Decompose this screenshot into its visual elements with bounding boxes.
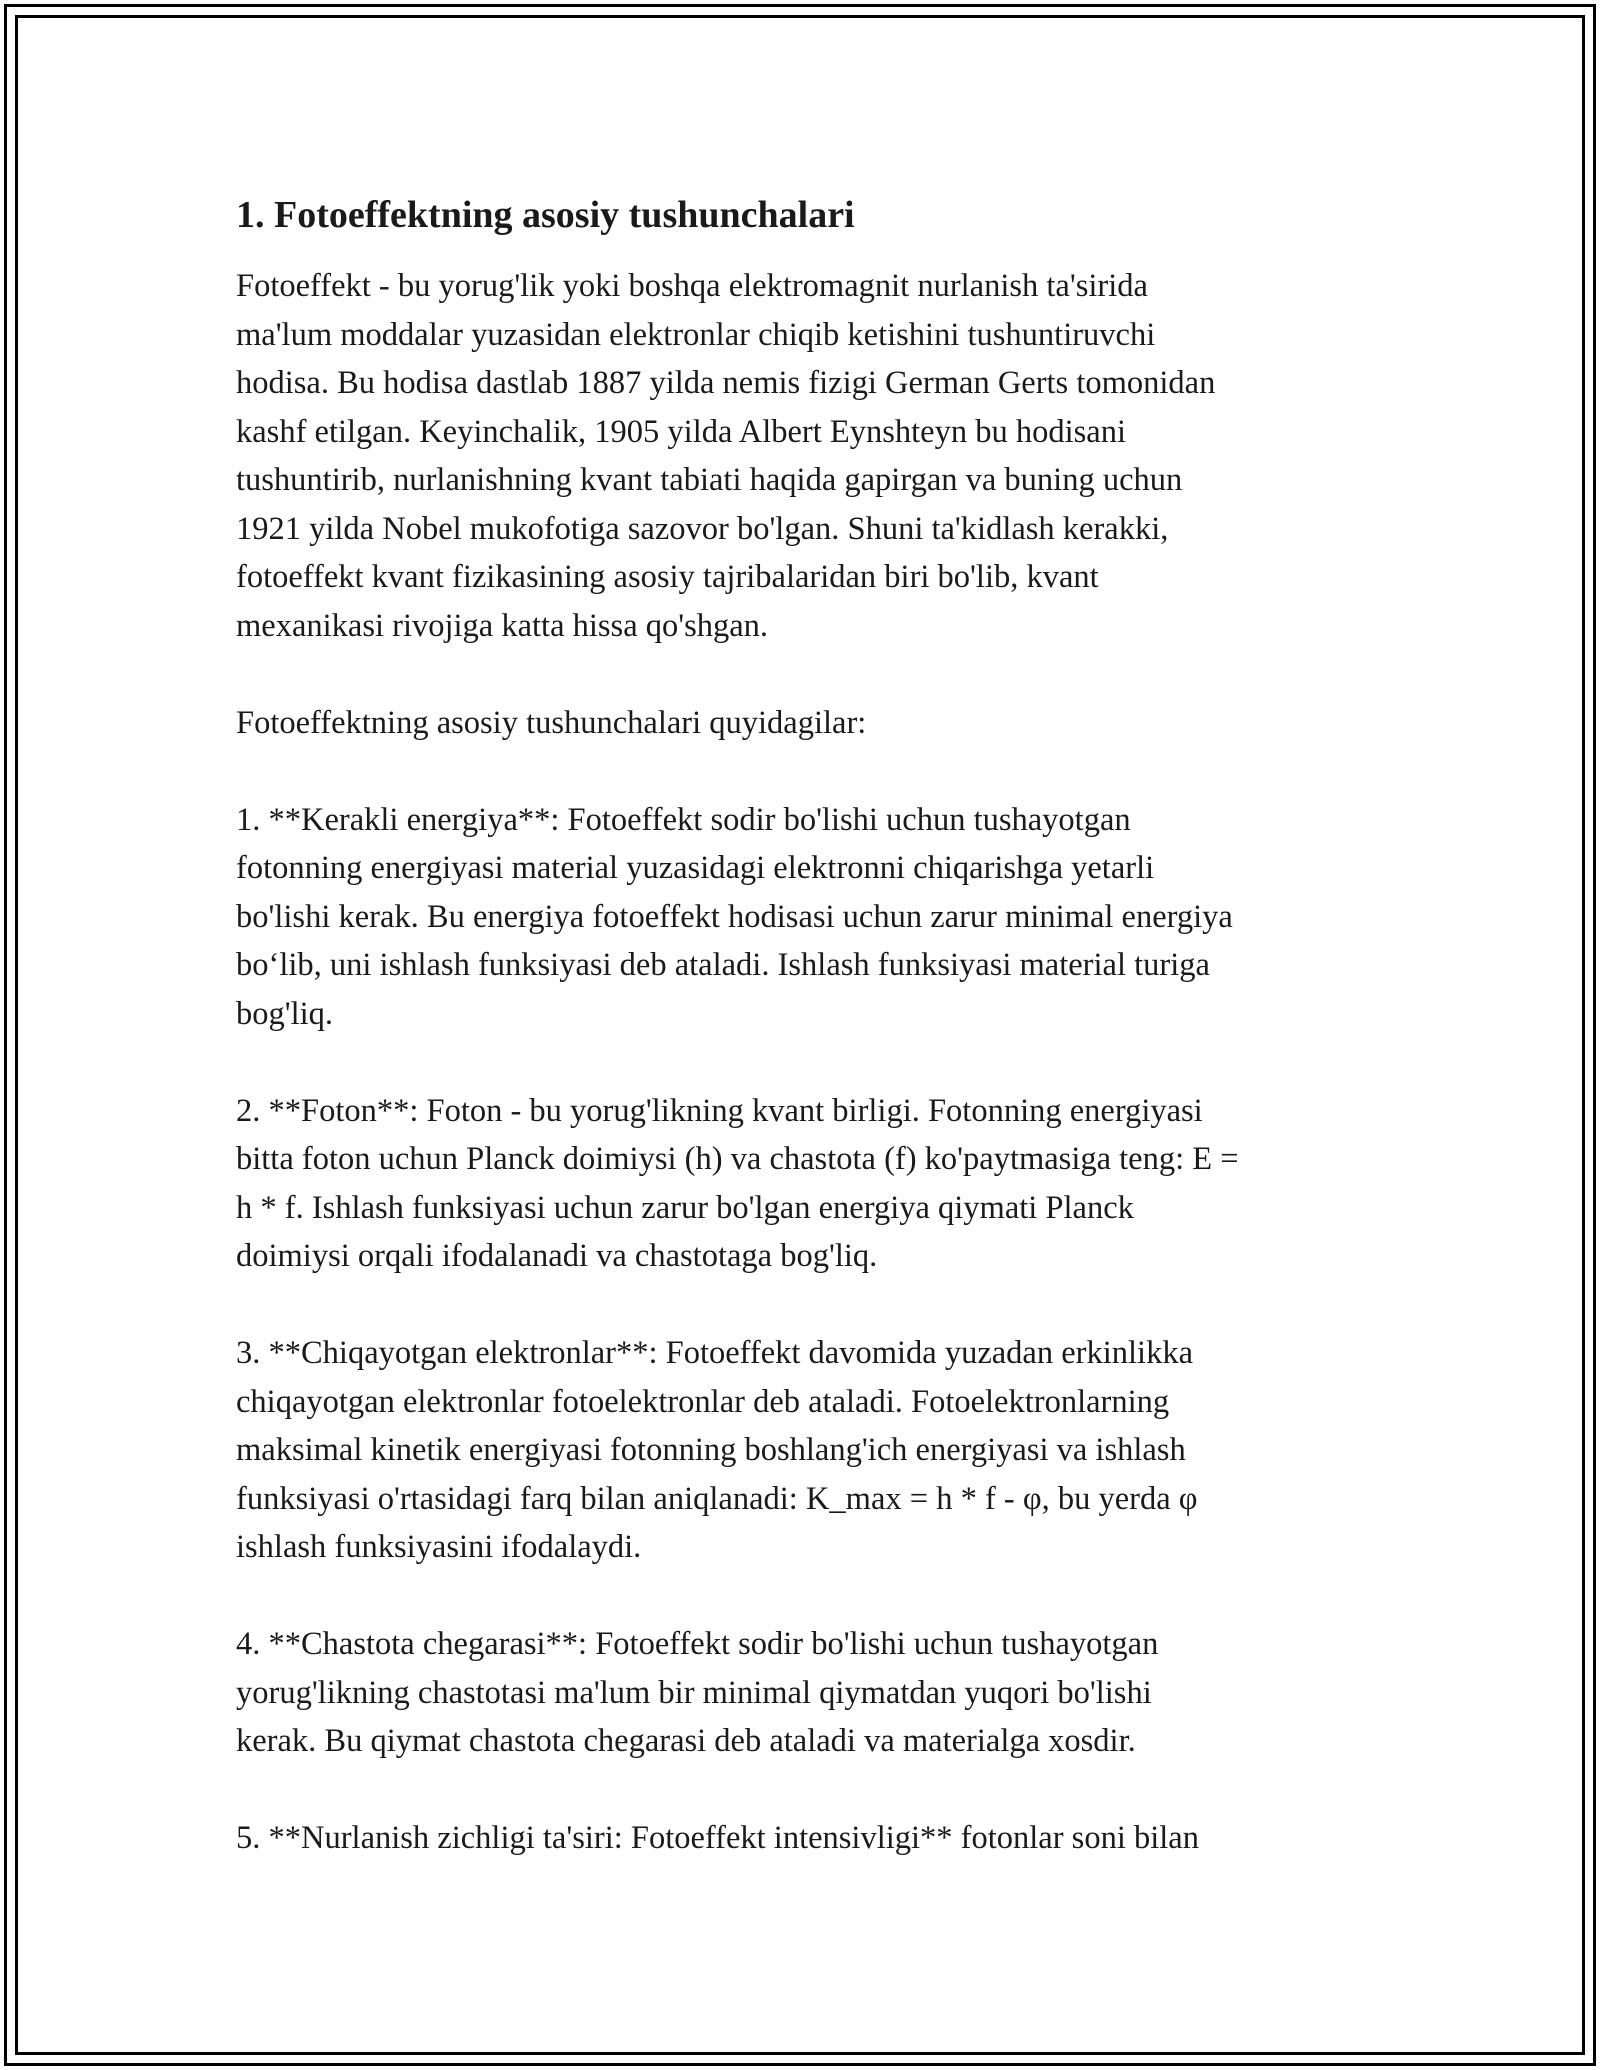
- concept-item-frequency-threshold: 4. **Chastota chegarasi**: Fotoeffekt sodir bo'lishi uchun tushayotgan yorug'likning chastotasi ma'lum bir minimal qiymatdan yuqori bo'lishi kerak. Bu qiymat chastota chegarasi deb ataladi va materialga xosdir.: [236, 1626, 1159, 1759]
- document-body: [236, 190, 1376, 1863]
- concept-item-emitted-electrons: 3. **Chiqayotgan elektronlar**: Fotoeffekt davomida yuzadan erkinlikka chiqayotgan elektronlar fotoelektronlar deb ataladi. Fotoelektronlarning maksimal kinetik energiyasi fotonning boshlang'ich energiyasi va ishlash funksiyasi o'rtasidagi farq bilan aniqlanadi: K_max = h * f - φ, bu yerda φ ishlash funksiyasini ifodalaydi.: [236, 1335, 1198, 1565]
- concepts-lead-paragraph: Fotoeffektning asosiy tushunchalari quyidagilar:: [236, 704, 867, 741]
- intro-paragraph: Fotoeffekt - bu yorug'lik yoki boshqa elektromagnit nurlanish ta'sirida ma'lum moddalar yuzasidan elektronlar chiqib ketishini tushuntiruvchi hodisa. Bu hodisa dastlab 1887 yilda nemis fizigi German Gerts tomonidan kashf etilgan. Keyinchalik, 1905 yilda Albert Eynshteyn bu hodisani tushuntirib, nurlanishning kvant tabiati haqida gapirgan va buning uchun 1921 yilda Nobel mukofotiga sazovor bo'lgan. Shuni ta'kidlash kerakki, fotoeffekt kvant fizikasining asosiy tajribalaridan biri bo'lib, kvant mexanikasi rivojiga katta hissa qo'shgan.: [236, 268, 1216, 644]
- concept-item-photon: 2. **Foton**: Foton - bu yorug'likning kvant birligi. Fotonning energiyasi bitta foton uchun Planck doimiysi (h) va chastota (f) ko'paytmasiga teng: E = h * f. Ishlash funksiyasi uchun zarur bo'lgan energiya qiymati Planck doimiysi orqali ifodalanadi va chastotaga bog'liq.: [236, 1092, 1239, 1274]
- document-title: 1. Fotoeffektning asosiy tushunchalari: [236, 194, 855, 236]
- concept-item-required-energy: 1. **Kerakli energiya**: Fotoeffekt sodir bo'lishi uchun tushayotgan fotonning energiyasi material yuzasidagi elektronni chiqarishga yetarli bo'lishi kerak. Bu energiya fotoeffekt hodisasi uchun zarur minimal energiya bo‘lib, uni ishlash funksiyasi deb ataladi. Ishlash funksiyasi material turiga bog'liq.: [236, 801, 1233, 1032]
- concept-item-radiation-intensity: 5. **Nurlanish zichligi ta'siri: Fotoeffekt intensivligi** fotonlar soni bilan: [236, 1820, 1199, 1856]
